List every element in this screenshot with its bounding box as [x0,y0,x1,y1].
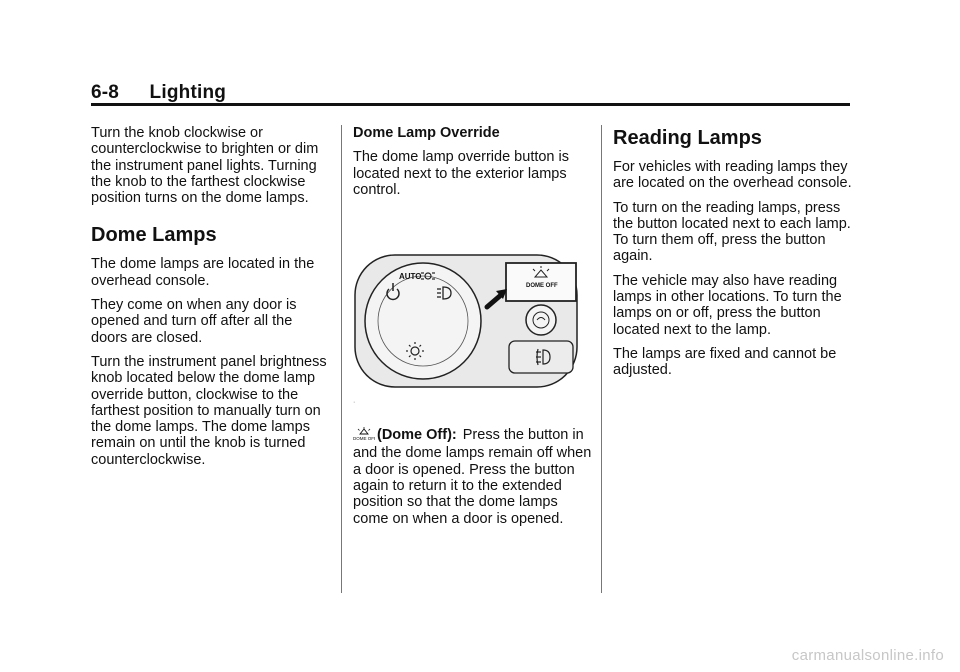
paragraph: The lamps are fixed and cannot be adjusted. [613,345,837,379]
paragraph: For vehicles with reading lamps they are located on the overhead console. [613,159,852,192]
exterior-lamp-knob [365,263,481,379]
section-number: 6-8 [91,82,120,103]
auto-label: AUTO [399,272,422,282]
page-header [91,82,226,104]
headlamp-control-illustration [353,253,581,391]
paragraph: To turn on the reading lamps, press the button located next to each lamp. To turn them off, press the button again. [613,199,851,265]
svg-text:DOME OFF: DOME OFF [353,436,375,442]
column-1 [91,125,331,476]
watermark: carmanualsonline.info [791,647,944,664]
paragraph: Turn the instrument panel brightness knob located below the dome lamp override button, clockwise to the farthest position to manually turn on the dome lamps. The dome lamps remain on until the knob is turned counterclockwise. [91,353,327,468]
dome-off-description [353,427,593,527]
paragraph: The vehicle may also have reading lamps in other locations. To turn the lamps on or off, press the button located next to the lamp. [613,272,842,338]
column-divider-2 [601,125,602,593]
paragraph: The dome lamp override button is located next to the exterior lamps control. [353,149,569,198]
header-rule [91,103,850,106]
section-heading-reading-lamps: Reading Lamps [613,127,762,149]
instrument-brightness-knob [526,305,556,335]
paragraph: Turn the knob clockwise or counterclockwise to brighten or dim the instrument panel lights. Turning the knob to the farthest clockwise position turns on the dome lamps. [91,125,319,207]
paragraph: They come on when any door is opened and turn off after all the doors are closed. [91,297,297,346]
chapter-title: Lighting [149,82,227,103]
term-label: (Dome Off): [377,427,457,444]
figure-tick: · [353,399,356,407]
paragraph: The dome lamps are located in the overhead console. [91,256,315,289]
term-text: Press the button in and the dome lamps remain off when a door is opened. Press the button again to return it to the extended position so that the dome lamps come on when a door is opened. [353,427,592,527]
column-3 [613,125,853,387]
dome-off-icon [353,427,375,445]
dome-off-button [506,263,576,301]
section-heading-dome-lamps: Dome Lamps [91,224,217,247]
subheading-dome-lamp-override: Dome Lamp Override [353,125,500,141]
dome-off-label: DOME OFF [526,283,558,290]
column-divider-1 [341,125,342,593]
column-2 [353,125,593,535]
